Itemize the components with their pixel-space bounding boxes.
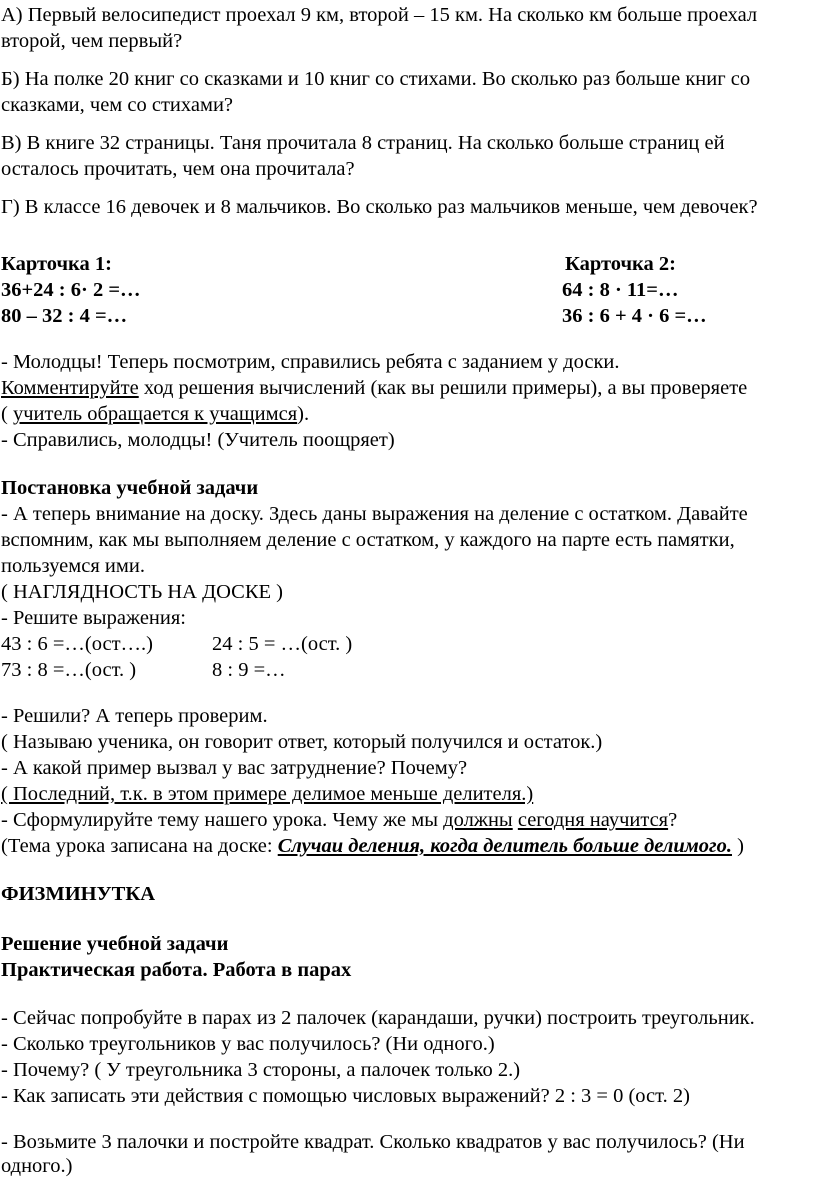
card2-title: Карточка 2: bbox=[565, 253, 677, 275]
question-mark: ? bbox=[668, 809, 678, 831]
board-visual-note: ( НАГЛЯДНОСТЬ НА ДОСКЕ ) bbox=[1, 581, 283, 603]
practical-work-heading: Практическая работа. Работа в парах bbox=[1, 959, 352, 981]
lesson-topic-close: ) bbox=[731, 835, 744, 857]
card1-title: Карточка 1: bbox=[1, 253, 113, 275]
task-b-line-1: Б) На полке 20 книг со сказками и 10 книг со стихами. Во сколько раз больше книг со bbox=[1, 68, 751, 90]
lesson-topic-title: Случаи деления, когда делитель больше делимого. bbox=[277, 835, 732, 857]
check-question-1: - Решили? А теперь проверим. bbox=[1, 705, 268, 727]
solution-heading: Решение учебной задачи bbox=[1, 933, 229, 955]
check-line-2 bbox=[1, 376, 747, 400]
task-a-line-1: А) Первый велосипедист проехал 9 км, второй – 15 км. На сколько км больше проехал bbox=[1, 4, 758, 26]
check-question-2: ( Называю ученика, он говорит ответ, который получился и остаток.) bbox=[1, 731, 603, 753]
card1-expression-1: 36+24 : 6· 2 =… bbox=[1, 279, 141, 301]
paren-open: ( bbox=[1, 403, 13, 425]
task-v-line-1: В) В книге 32 страницы. Таня прочитала 8 страниц. На сколько больше страниц ей bbox=[1, 132, 725, 154]
topic-question-text: - Сформулируйте тему нашего урока. Чему же мы bbox=[1, 809, 444, 831]
task-setting-p2: вспомним, как мы выполняем деление с остатком, у каждого на парте есть памятки, bbox=[1, 529, 735, 551]
solution-p4: - Как записать эти действия с помощью числовых выражений? 2 : 3 = 0 (ост. 2) bbox=[1, 1085, 690, 1107]
fizminutka-heading: ФИЗМИНУТКА bbox=[1, 883, 156, 905]
learn-today-underlined: сегодня научится bbox=[517, 809, 669, 831]
solve-expressions-prompt: - Решите выражения: bbox=[1, 607, 186, 629]
task-a-line-2: второй, чем первый? bbox=[1, 30, 183, 52]
check-line-3 bbox=[1, 402, 309, 426]
solution-p5: - Возьмите 3 палочки и постройте квадрат. Сколько квадратов у вас получилось? (Ни bbox=[1, 1131, 745, 1153]
expression-4: 8 : 9 =… bbox=[212, 659, 286, 681]
check-line-1: - Молодцы! Теперь посмотрим, справились ребята с заданием у доски. bbox=[1, 351, 620, 373]
expression-2: 24 : 5 = …(ост. ) bbox=[212, 633, 353, 655]
expression-3: 73 : 8 =…(ост. ) bbox=[1, 659, 137, 681]
expression-1: 43 : 6 =…(ост….) bbox=[1, 633, 153, 655]
check-question-3: - А какой пример вызвал у вас затруднение? Почему? bbox=[1, 757, 468, 779]
task-v-line-2: осталось прочитать, чем она прочитала? bbox=[1, 158, 355, 180]
paren-close: ). bbox=[297, 403, 310, 425]
check-line-2-rest: ход решения вычислений (как вы решили примеры), а вы проверяете bbox=[138, 377, 748, 399]
solution-p6: одного.) bbox=[1, 1155, 73, 1177]
card2-expression-2: 36 : 6 + 4 · 6 =… bbox=[562, 305, 707, 327]
solution-p3: - Почему? ( У треугольника 3 стороны, а палочек только 2.) bbox=[1, 1059, 521, 1081]
must-underlined: должны bbox=[443, 809, 513, 831]
solution-p1: - Сейчас попробуйте в парах из 2 палочек (карандаши, ручки) построить треугольник. bbox=[1, 1007, 755, 1029]
check-line-4: - Справились, молодцы! (Учитель поощряет) bbox=[1, 429, 395, 451]
lesson-topic-line bbox=[1, 834, 744, 858]
task-g-line-1: Г) В классе 16 девочек и 8 мальчиков. Во сколько раз мальчиков меньше, чем девочек? bbox=[1, 196, 758, 218]
teacher-note-underlined: учитель обращается к учащимся bbox=[12, 403, 298, 425]
lesson-topic-intro: (Тема урока записана на доске: bbox=[1, 835, 278, 857]
task-setting-heading: Постановка учебной задачи bbox=[1, 477, 259, 499]
solution-p2: - Сколько треугольников у вас получилось? (Ни одного.) bbox=[1, 1033, 495, 1055]
card1-expression-2: 80 – 32 : 4 =… bbox=[1, 305, 128, 327]
card2-expression-1: 64 : 8 · 11=… bbox=[562, 279, 679, 301]
task-b-line-2: сказками, чем со стихами? bbox=[1, 94, 234, 116]
task-setting-p1: - А теперь внимание на доску. Здесь даны выражения на деление с остатком. Давайте bbox=[1, 503, 748, 525]
comment-underlined: Комментируйте bbox=[1, 377, 139, 399]
check-answer-underlined: ( Последний, т.к. в этом примере делимое меньше делителя.) bbox=[1, 783, 534, 805]
topic-question bbox=[1, 808, 677, 832]
task-setting-p3: пользуемся ими. bbox=[1, 555, 145, 577]
